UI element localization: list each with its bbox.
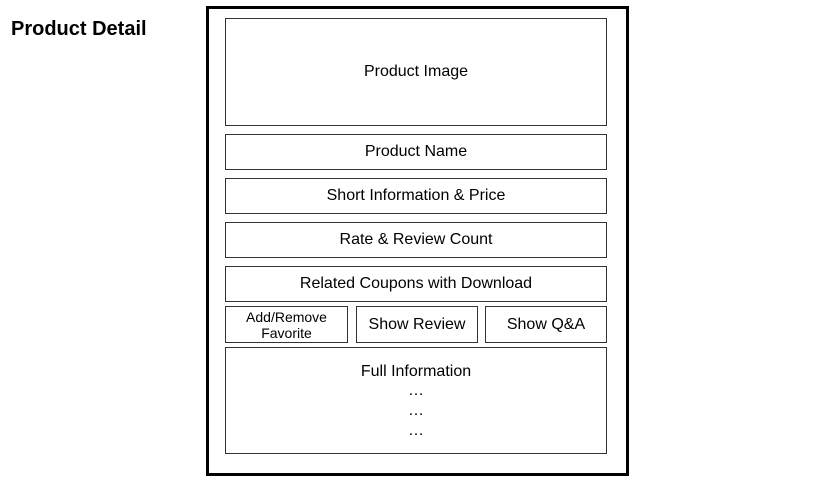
product-name-box	[225, 134, 607, 170]
ellipsis-3: …	[408, 422, 424, 439]
page-title: Product Detail	[11, 18, 147, 40]
ellipsis-1: …	[408, 382, 424, 399]
show-review-button[interactable]	[356, 306, 478, 343]
show-qa-label: Show Q&A	[506, 315, 586, 333]
related-coupons-label: Related Coupons with Download	[299, 275, 533, 292]
rate-review-count-label: Rate & Review Count	[339, 231, 493, 248]
show-qa-button[interactable]	[485, 306, 607, 343]
show-review-label: Show Review	[368, 315, 466, 333]
ellipsis-2: …	[408, 402, 424, 419]
rate-review-count-box	[225, 222, 607, 258]
product-name-label: Product Name	[364, 143, 468, 160]
product-image-label: Product Image	[363, 63, 469, 80]
short-information-price-label: Short Information & Price	[326, 187, 506, 204]
full-information-box	[225, 347, 607, 454]
add-remove-favorite-label-line2: Favorite	[261, 324, 312, 341]
full-information-label: Full Information	[360, 363, 472, 380]
related-coupons-box[interactable]	[225, 266, 607, 302]
product-image-box	[225, 18, 607, 126]
add-remove-favorite-label-line1: Add/Remove	[246, 308, 327, 325]
add-remove-favorite-button[interactable]	[225, 306, 348, 343]
short-information-price-box	[225, 178, 607, 214]
